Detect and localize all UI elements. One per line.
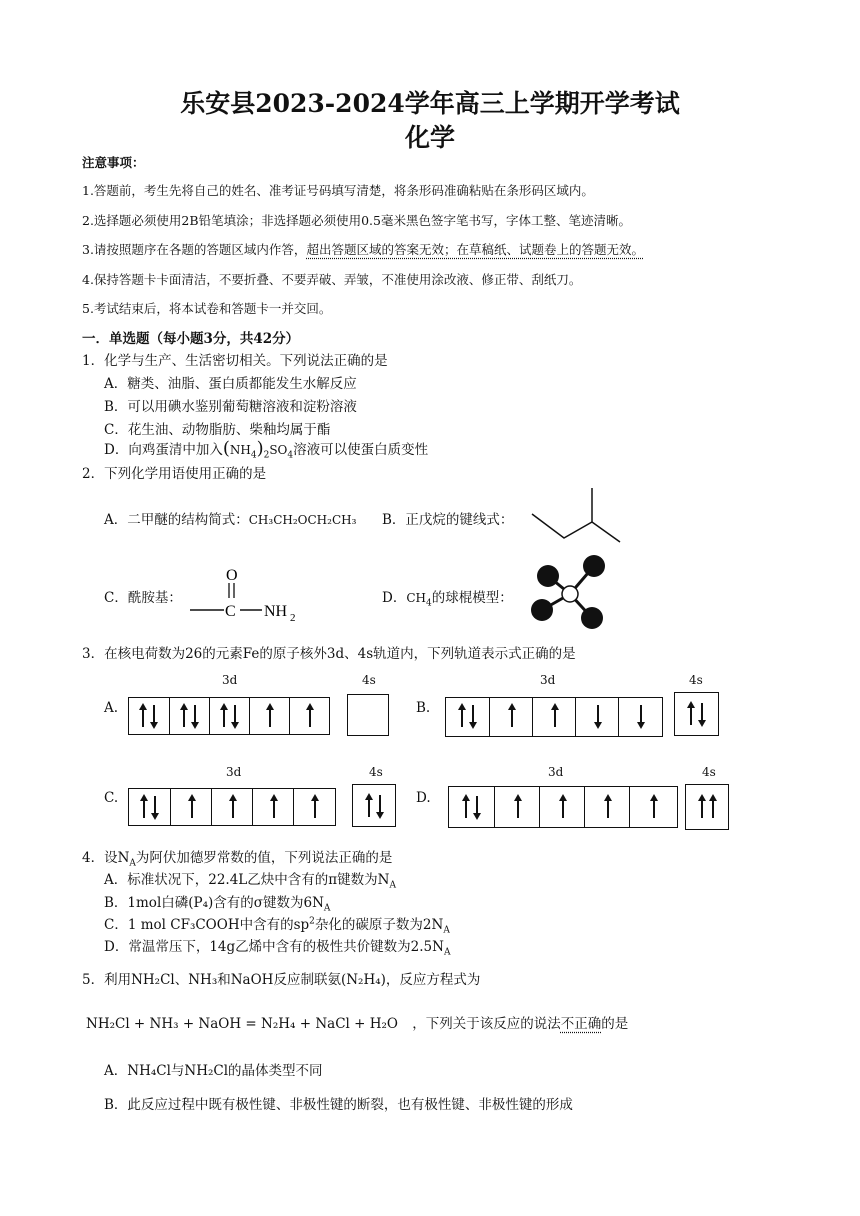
q4-b-sub: A <box>323 903 331 914</box>
q3-c-3d-label: 3d <box>226 765 242 779</box>
q2-option-a <box>104 508 356 528</box>
q1-d-text: D．向鸡蛋清中加入 <box>104 442 223 458</box>
q3-a-4s-label: 4s <box>362 673 376 687</box>
amide-c: C <box>225 603 236 620</box>
q2-option-c: C．酰胺基： <box>104 590 182 606</box>
q4-d-text: D．常温常压下，14g乙烯中含有的极性共价键数为2.5N <box>104 939 444 955</box>
methane-ball-stick-model <box>528 552 612 636</box>
q5-n2h4: N₂H₄ <box>346 972 381 988</box>
amide-o: O <box>226 567 238 584</box>
q5-stem-post: )，反应方程式为 <box>380 972 481 988</box>
q5-eq-emphasis: 不正确 <box>560 1016 602 1032</box>
q1-stem: 1．化学与生产、生活密切相关。下列说法正确的是 <box>82 353 388 369</box>
q5-a-label: A． <box>104 1063 128 1079</box>
q2-option-b: B．正戊烷的键线式： <box>382 512 514 528</box>
amide-group-diagram <box>188 560 308 624</box>
q3-a-4s-orbital <box>347 694 389 736</box>
q5-option-b: B．此反应过程中既有极性键、非极性键的断裂，也有极性键、非极性键的形成 <box>104 1097 573 1113</box>
q3-d-4s-orbital <box>685 784 729 830</box>
q3-d-4s-label: 4s <box>702 765 716 779</box>
q3-d-3d-orbitals <box>448 786 678 828</box>
amide-nh: NH <box>264 603 288 620</box>
q2-option-d: D．$CH_4$的球棍模型： <box>382 590 513 609</box>
q5-stem-mid: 、NH₃和NaOH反应制联氨( <box>174 972 347 988</box>
q4-option-b <box>104 891 330 914</box>
notice-item-5: 5.考试结束后，将本试卷和答题卡一并交回。 <box>82 301 332 316</box>
notice-item-1: 1.答题前，考生先将自己的姓名、准考证号码填写清楚，将条形码准确粘贴在条形码区域内。 <box>82 183 594 198</box>
q5-equation: NH₂Cl + NH₃ + NaOH = N₂H₄ + NaCl + H₂O <box>86 1016 398 1032</box>
q5-equation-line <box>86 1012 628 1032</box>
q4-d-sub: A <box>443 947 451 958</box>
subject-title: 化学 <box>404 123 455 152</box>
notice-item-4: 4.保持答题卡卡面清洁，不要折叠、不要弄破、弄皱，不准使用涂改液、修正带、刮纸刀。 <box>82 272 582 287</box>
q2-stem: 2．下列化学用语使用正确的是 <box>82 466 267 482</box>
pentane-skeletal-formula <box>528 484 628 546</box>
q3-b-4s-label: 4s <box>689 673 703 687</box>
q5-eq-tail-end: 的是 <box>601 1016 629 1032</box>
q2-a-formula: CH₃CH₂OCH₂CH₃ <box>248 513 357 527</box>
q4-a-text: A．标准状况下，22.4L乙炔中含有的π键数为N <box>104 872 390 888</box>
q4-sub: A <box>129 858 136 869</box>
q5-eq-tail: ，下列关于该反应的说法 <box>412 1016 561 1032</box>
notice-heading: 注意事项： <box>82 155 145 170</box>
q1-option-b: B．可以用碘水鉴别葡萄糖溶液和淀粉溶液 <box>104 399 357 415</box>
q4-b-text: B．1mol白磷(P₄)含有的σ键数为6N <box>104 895 324 911</box>
q3-option-b-label: B. <box>416 700 431 716</box>
q4-option-d <box>104 935 450 958</box>
q4-c-sup: 2 <box>309 916 315 927</box>
q3-b-3d-orbitals <box>445 697 663 737</box>
q5-stem <box>82 968 480 988</box>
exam-title: 乐安县2023-2024学年高三上学期开学考试 <box>180 89 680 118</box>
q3-b-4s-orbital <box>674 692 719 736</box>
q5-nh2cl: NH₂Cl <box>131 972 175 988</box>
q4-c-text: C．1 mol CF₃COOH中含有的sp <box>104 917 310 933</box>
section-heading: 一．单选题（每小题3分，共42分） <box>82 331 300 347</box>
q3-c-4s-label: 4s <box>369 765 383 779</box>
notice-item-3-text: 3.请按照题序在各题的答题区域内作答， <box>82 242 307 257</box>
q2-a-label: A．二甲醚的结构简式： <box>104 512 249 528</box>
q1-option-d: D．向鸡蛋清中加入$(NH_4)_2SO_4$溶液可以使蛋白质变性 <box>104 438 429 461</box>
q1-d-text-2: 溶液可以使蛋白质变性 <box>293 442 429 458</box>
q2-d-label: 的球棍模型： <box>431 590 513 606</box>
amide-sub: 2 <box>290 612 296 624</box>
q4-option-c <box>104 913 450 936</box>
notice-item-2: 2.选择题必须使用2B铅笔填涂；非选择题必须使用0.5毫米黑色签字笔书写，字体工整、笔迹清晰。 <box>82 213 631 228</box>
q3-option-c-label: C. <box>104 790 119 806</box>
q3-b-3d-label: 3d <box>540 673 556 687</box>
q3-c-4s-orbital <box>352 784 396 827</box>
q4-stem-pre: 4．设N <box>82 850 130 866</box>
q4-c-sub: A <box>443 925 450 936</box>
q4-stem <box>82 846 392 869</box>
q3-c-3d-orbitals <box>128 788 336 826</box>
q1-option-c: C．花生油、动物脂肪、柴釉均属于酯 <box>104 422 331 438</box>
q3-d-3d-label: 3d <box>548 765 564 779</box>
q4-a-sub: A <box>389 880 396 891</box>
q3-option-d-label: D. <box>416 790 431 806</box>
q5-a-text: NH₄Cl与NH₂Cl的晶体类型不同 <box>127 1063 323 1079</box>
q4-c-text-2: 杂化的碳原子数为2N <box>314 917 444 933</box>
q1-option-a: A．糖类、油脂、蛋白质都能发生水解反应 <box>104 376 357 392</box>
q3-stem: 3．在核电荷数为26的元素Fe的原子核外3d、4s轨道内，下列轨道表示式正确的是 <box>82 646 576 662</box>
q4-stem-post: 为阿伏加德罗常数的值，下列说法正确的是 <box>135 850 393 866</box>
notice-item-3 <box>82 240 644 258</box>
q4-option-a <box>104 868 396 891</box>
q3-option-a-label: A. <box>104 700 119 716</box>
q3-a-3d-orbitals <box>128 697 330 735</box>
notice-item-3-emphasis: 超出答题区域的答案无效；在草稿纸、试题卷上的答题无效。 <box>306 242 644 257</box>
q5-stem-pre: 5．利用 <box>82 972 132 988</box>
q5-option-a <box>104 1059 323 1079</box>
q3-a-3d-label: 3d <box>222 673 238 687</box>
